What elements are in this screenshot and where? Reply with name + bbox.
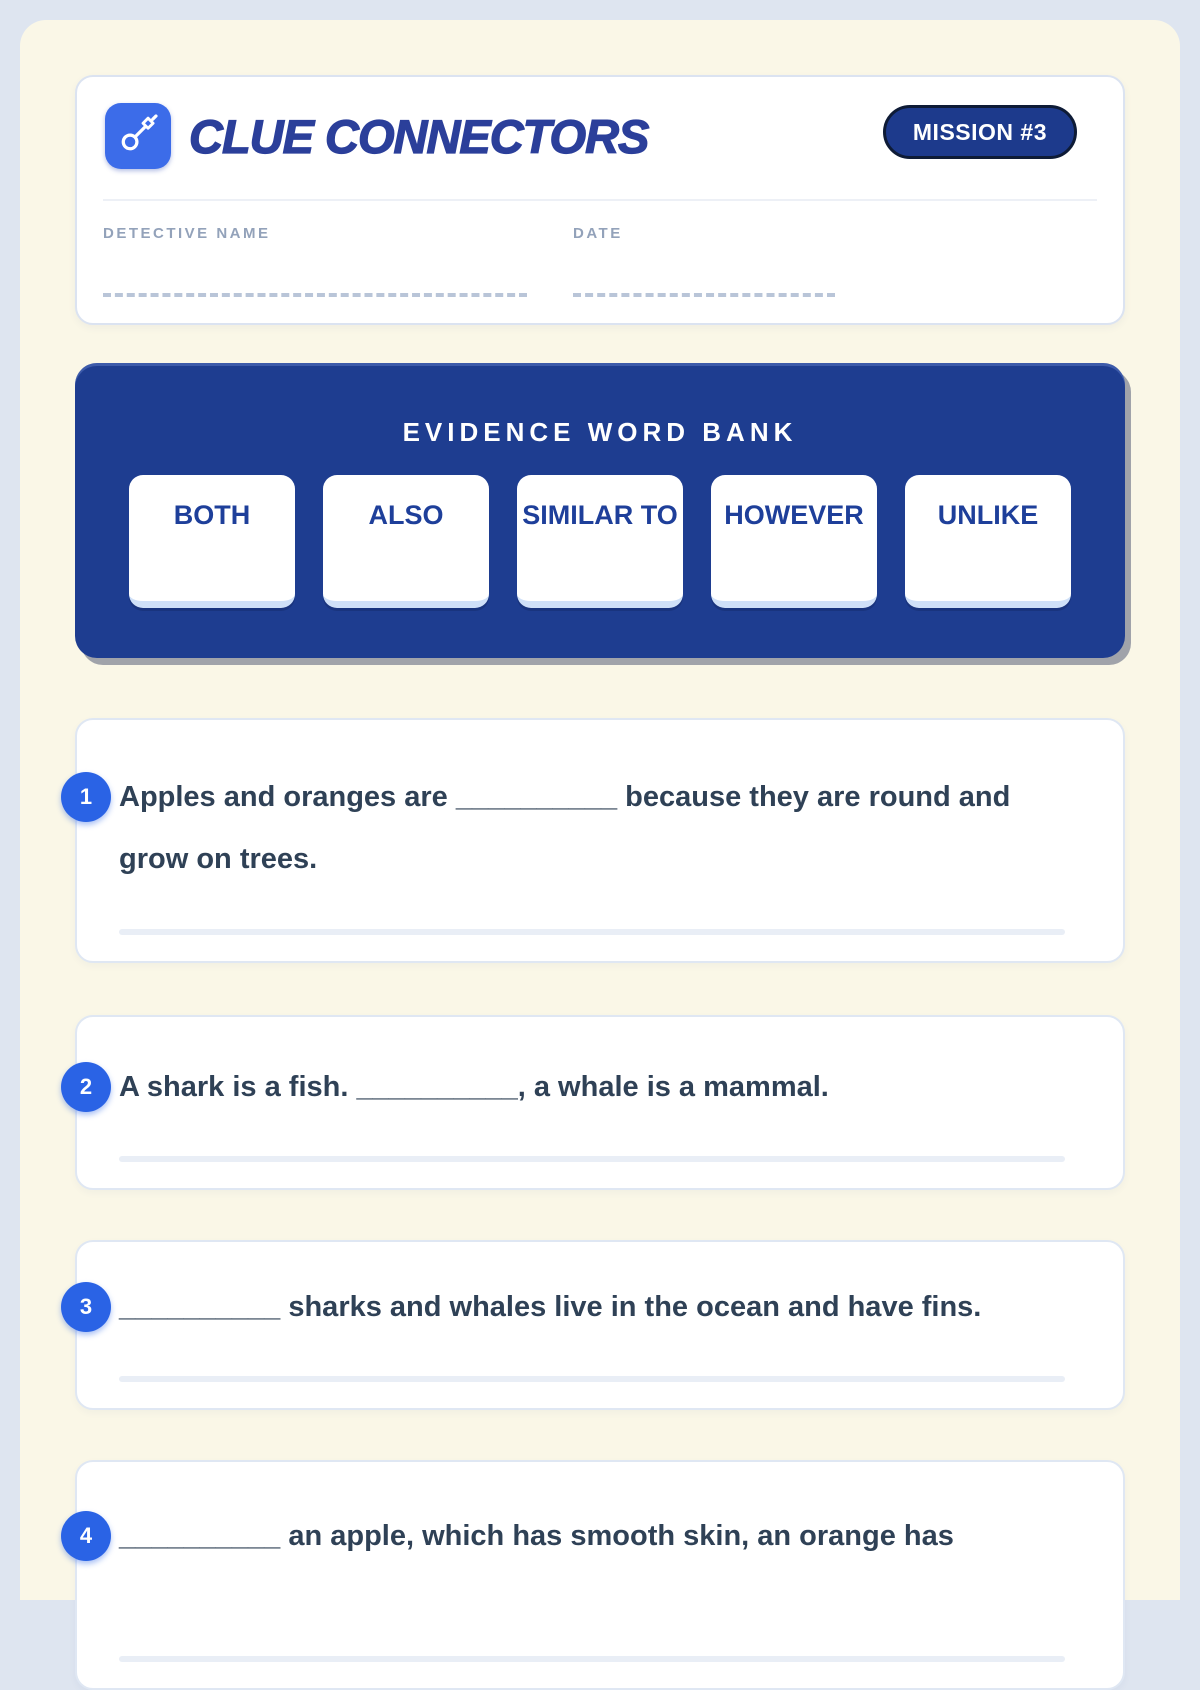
word-chip-label: UNLIKE (937, 500, 1039, 530)
word-chip-label: SIMILAR TO (522, 500, 678, 530)
question-card-3 (75, 1240, 1125, 1410)
question-line: A shark is a fish. __________, a whale is a mammal. (119, 1071, 829, 1103)
answer-line[interactable] (119, 1156, 1065, 1162)
key-icon (115, 111, 161, 162)
mission-badge: MISSION #3 (883, 105, 1077, 159)
question-card-1 (75, 718, 1125, 963)
word-chip-similar-to[interactable] (517, 475, 683, 608)
date-label: DATE (573, 225, 623, 242)
date-write-line[interactable] (573, 293, 835, 297)
question-line: __________ an apple, which has smooth skin, an orange has (119, 1520, 954, 1552)
question-number-badge: 4 (61, 1511, 111, 1561)
question-line: Apples and oranges are __________ because they are round and (119, 781, 1011, 813)
word-chip-unlike[interactable] (905, 475, 1071, 608)
word-bank (75, 363, 1125, 658)
answer-line[interactable] (119, 1656, 1065, 1662)
word-chip-label: HOWEVER (724, 500, 864, 530)
header-divider (103, 199, 1097, 201)
question-text (77, 720, 1123, 890)
word-bank-title: EVIDENCE WORD BANK (402, 417, 798, 447)
question-text (77, 1017, 1123, 1118)
question-number-badge: 2 (61, 1062, 111, 1112)
detective-name-write-line[interactable] (103, 293, 527, 297)
worksheet-paper (20, 20, 1180, 1600)
detective-name-label: DETECTIVE NAME (103, 225, 271, 242)
word-chip-label: BOTH (173, 500, 251, 530)
question-card-4 (75, 1460, 1125, 1690)
word-chip-also[interactable] (323, 475, 489, 608)
logo-badge (105, 103, 171, 169)
page-title: CLUE CONNECTORS (189, 110, 649, 163)
question-number-badge: 3 (61, 1282, 111, 1332)
word-bank-cards (75, 475, 1125, 608)
question-text (77, 1462, 1123, 1567)
word-chip-both[interactable] (129, 475, 295, 608)
question-line: grow on trees. (119, 843, 318, 875)
question-line: __________ sharks and whales live in the ocean and have fins. (119, 1291, 982, 1323)
answer-line[interactable] (119, 1376, 1065, 1382)
answer-line[interactable] (119, 929, 1065, 935)
word-chip-however[interactable] (711, 475, 877, 608)
word-chip-label: ALSO (368, 500, 444, 530)
question-card-2 (75, 1015, 1125, 1190)
question-number-badge: 1 (61, 772, 111, 822)
question-text (77, 1242, 1123, 1338)
header-card (75, 75, 1125, 325)
